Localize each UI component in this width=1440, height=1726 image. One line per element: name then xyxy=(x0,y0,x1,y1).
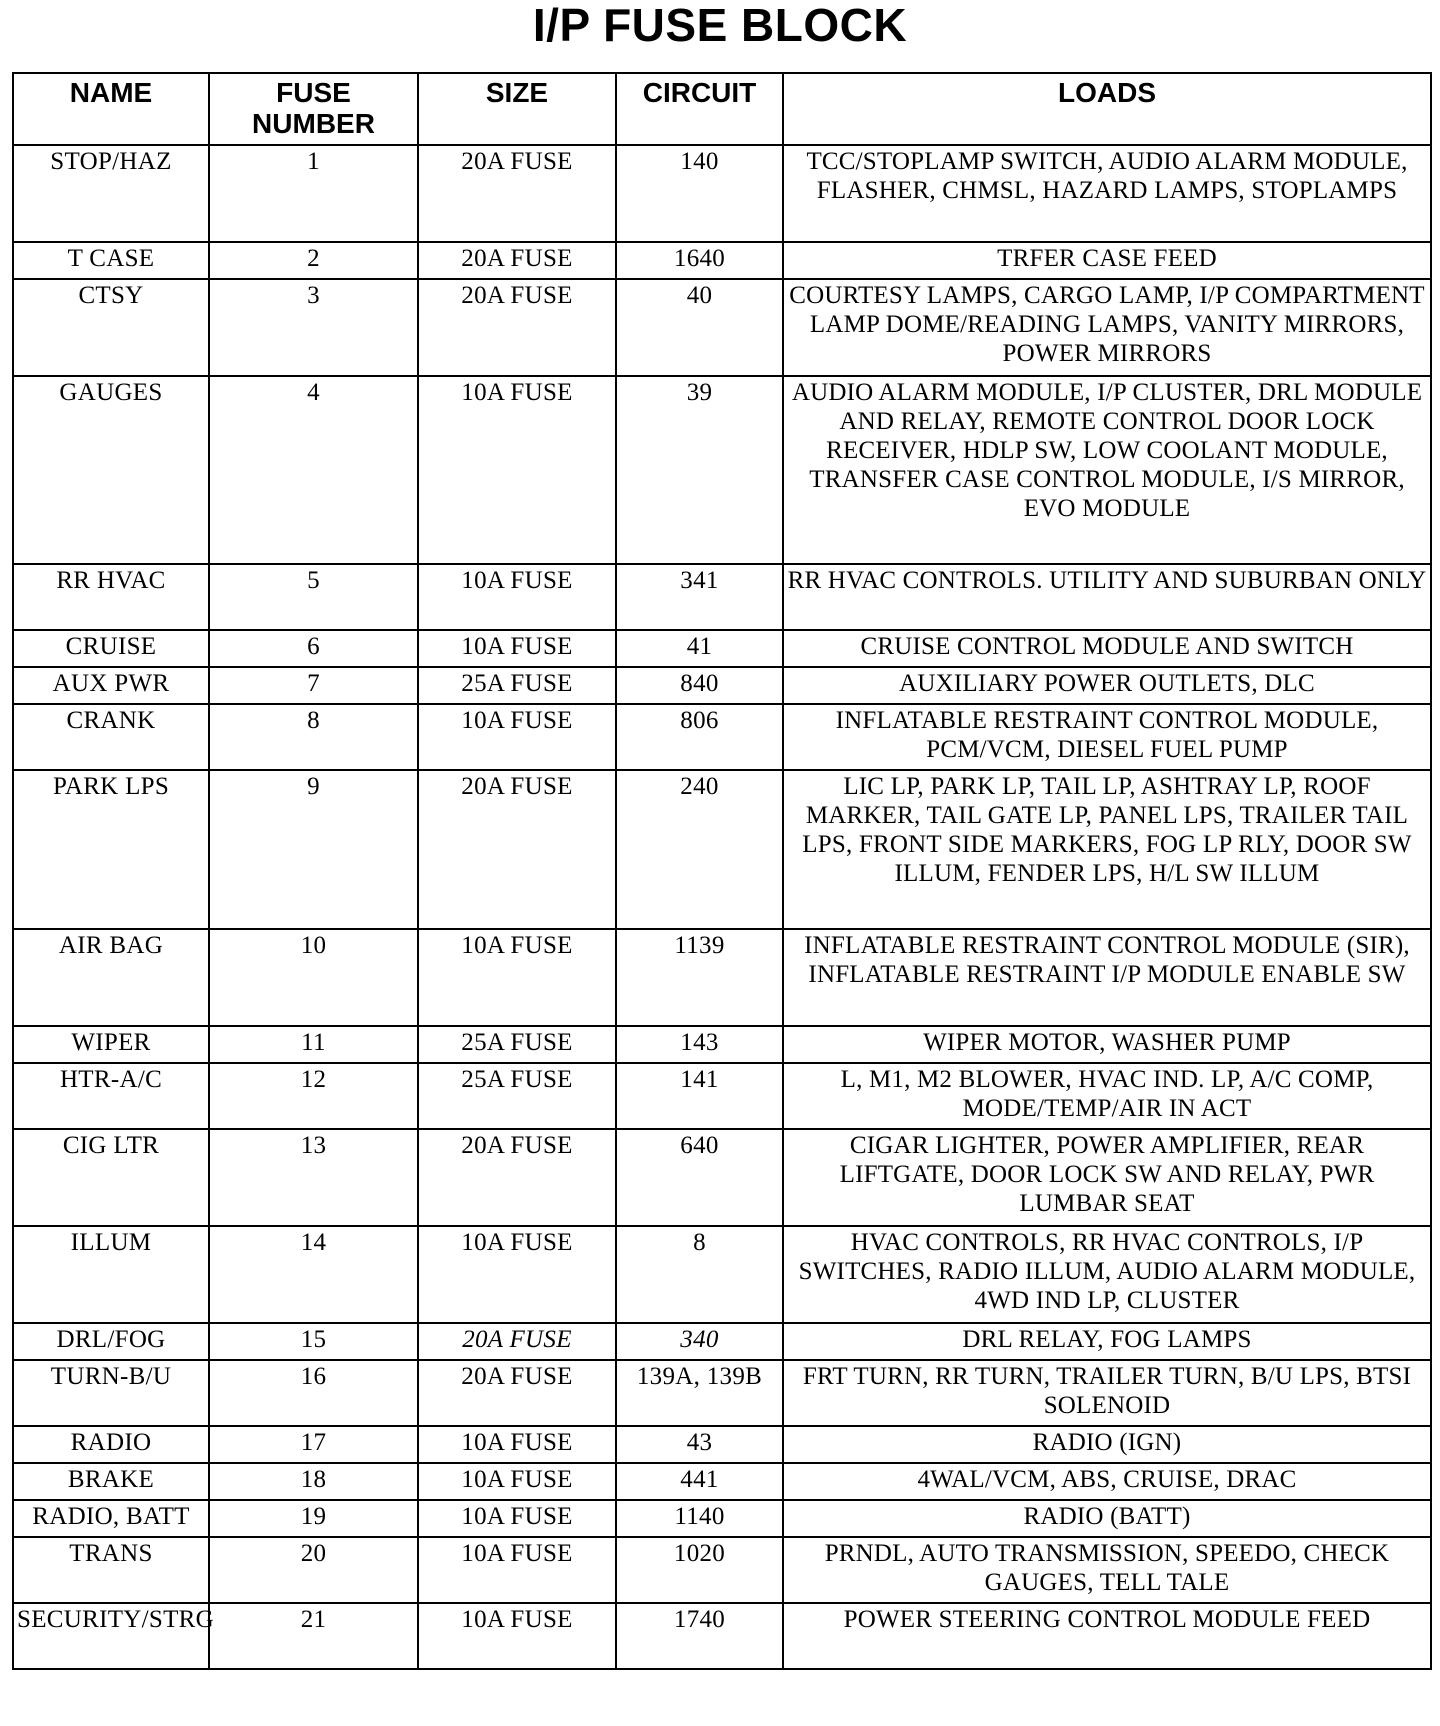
fuse-number: 20 xyxy=(209,1537,418,1603)
fuse-size: 20A FUSE xyxy=(418,770,616,929)
page-title: I/P FUSE BLOCK xyxy=(532,0,908,51)
table-row xyxy=(13,1426,1431,1463)
fuse-circuit: 143 xyxy=(616,1026,783,1063)
table-row xyxy=(13,1323,1431,1360)
fuse-size: 25A FUSE xyxy=(418,1063,616,1129)
fuse-loads: AUDIO ALARM MODULE, I/P CLUSTER, DRL MODULE AND RELAY, REMOTE CONTROL DOOR LOCK RECEIVER, HDLP SW, LOW COOLANT MODULE, TRANSFER CASE CONTROL MODULE, I/S MIRROR, EVO MODULE xyxy=(783,376,1431,564)
fuse-circuit: 1020 xyxy=(616,1537,783,1603)
fuse-size: 25A FUSE xyxy=(418,667,616,704)
fuse-size: 10A FUSE xyxy=(418,564,616,630)
fuse-loads: L, M1, M2 BLOWER, HVAC IND. LP, A/C COMP, MODE/TEMP/AIR IN ACT xyxy=(783,1063,1431,1129)
fuse-circuit: 340 xyxy=(616,1323,783,1360)
fuse-number: 7 xyxy=(209,667,418,704)
fuse-size: 20A FUSE xyxy=(418,1360,616,1426)
table-row xyxy=(13,770,1431,929)
fuse-number: 5 xyxy=(209,564,418,630)
fuse-name: SECURITY/STRG xyxy=(13,1603,209,1669)
fuse-number: 12 xyxy=(209,1063,418,1129)
fuse-loads: TCC/STOPLAMP SWITCH, AUDIO ALARM MODULE, FLASHER, CHMSL, HAZARD LAMPS, STOPLAMPS xyxy=(783,145,1431,242)
fuse-name: BRAKE xyxy=(13,1463,209,1500)
fuse-name: ILLUM xyxy=(13,1226,209,1323)
fuse-size: 10A FUSE xyxy=(418,704,616,770)
fuse-size: 10A FUSE xyxy=(418,630,616,667)
fuse-loads: AUXILIARY POWER OUTLETS, DLC xyxy=(783,667,1431,704)
fuse-circuit: 1640 xyxy=(616,242,783,279)
fuse-table xyxy=(12,72,1432,1670)
fuse-name: STOP/HAZ xyxy=(13,145,209,242)
fuse-circuit: 43 xyxy=(616,1426,783,1463)
fuse-number: 18 xyxy=(209,1463,418,1500)
fuse-circuit: 140 xyxy=(616,145,783,242)
fuse-number: 4 xyxy=(209,376,418,564)
table-row xyxy=(13,279,1431,376)
fuse-number: 16 xyxy=(209,1360,418,1426)
fuse-number: 17 xyxy=(209,1426,418,1463)
fuse-circuit: 840 xyxy=(616,667,783,704)
fuse-number: 10 xyxy=(209,929,418,1026)
fuse-name: CTSY xyxy=(13,279,209,376)
fuse-circuit: 341 xyxy=(616,564,783,630)
fuse-number: 2 xyxy=(209,242,418,279)
fuse-number: 6 xyxy=(209,630,418,667)
table-row xyxy=(13,929,1431,1026)
fuse-circuit: 640 xyxy=(616,1129,783,1226)
table-row xyxy=(13,1226,1431,1323)
fuse-loads: TRFER CASE FEED xyxy=(783,242,1431,279)
fuse-circuit: 1140 xyxy=(616,1500,783,1537)
fuse-name: CIG LTR xyxy=(13,1129,209,1226)
fuse-loads: COURTESY LAMPS, CARGO LAMP, I/P COMPARTMENT LAMP DOME/READING LAMPS, VANITY MIRRORS, POWER MIRRORS xyxy=(783,279,1431,376)
table-row xyxy=(13,1537,1431,1603)
fuse-number: 9 xyxy=(209,770,418,929)
fuse-name: T CASE xyxy=(13,242,209,279)
fuse-number: 8 xyxy=(209,704,418,770)
fuse-number: 19 xyxy=(209,1500,418,1537)
header-row xyxy=(13,73,1431,145)
fuse-circuit: 1740 xyxy=(616,1603,783,1669)
fuse-circuit: 39 xyxy=(616,376,783,564)
fuse-loads: POWER STEERING CONTROL MODULE FEED xyxy=(783,1603,1431,1669)
table-row xyxy=(13,1500,1431,1537)
fuse-number: 15 xyxy=(209,1323,418,1360)
fuse-name: CRANK xyxy=(13,704,209,770)
fuse-name: DRL/FOG xyxy=(13,1323,209,1360)
header-loads: LOADS xyxy=(783,73,1431,145)
fuse-circuit: 806 xyxy=(616,704,783,770)
fuse-circuit: 41 xyxy=(616,630,783,667)
fuse-size: 20A FUSE xyxy=(418,1323,616,1360)
table-row xyxy=(13,1129,1431,1226)
fuse-circuit: 40 xyxy=(616,279,783,376)
fuse-size: 20A FUSE xyxy=(418,145,616,242)
table-row xyxy=(13,1360,1431,1426)
fuse-name: RADIO xyxy=(13,1426,209,1463)
fuse-loads: CIGAR LIGHTER, POWER AMPLIFIER, REAR LIFTGATE, DOOR LOCK SW AND RELAY, PWR LUMBAR SEAT xyxy=(783,1129,1431,1226)
fuse-circuit: 240 xyxy=(616,770,783,929)
table-row xyxy=(13,704,1431,770)
fuse-loads: HVAC CONTROLS, RR HVAC CONTROLS, I/P SWITCHES, RADIO ILLUM, AUDIO ALARM MODULE, 4WD IND LP, CLUSTER xyxy=(783,1226,1431,1323)
fuse-loads: RR HVAC CONTROLS. UTILITY AND SUBURBAN ONLY xyxy=(783,564,1431,630)
fuse-loads: WIPER MOTOR, WASHER PUMP xyxy=(783,1026,1431,1063)
fuse-size: 20A FUSE xyxy=(418,279,616,376)
fuse-size: 10A FUSE xyxy=(418,376,616,564)
fuse-size: 10A FUSE xyxy=(418,1603,616,1669)
fuse-number: 3 xyxy=(209,279,418,376)
fuse-loads: FRT TURN, RR TURN, TRAILER TURN, B/U LPS, BTSI SOLENOID xyxy=(783,1360,1431,1426)
table-row xyxy=(13,242,1431,279)
table-row xyxy=(13,1063,1431,1129)
fuse-circuit: 441 xyxy=(616,1463,783,1500)
table-row xyxy=(13,145,1431,242)
fuse-name: WIPER xyxy=(13,1026,209,1063)
table-row xyxy=(13,1026,1431,1063)
fuse-loads: DRL RELAY, FOG LAMPS xyxy=(783,1323,1431,1360)
fuse-size: 10A FUSE xyxy=(418,1500,616,1537)
fuse-size: 25A FUSE xyxy=(418,1026,616,1063)
fuse-loads: INFLATABLE RESTRAINT CONTROL MODULE (SIR), INFLATABLE RESTRAINT I/P MODULE ENABLE SW xyxy=(783,929,1431,1026)
fuse-name: PARK LPS xyxy=(13,770,209,929)
fuse-name: HTR-A/C xyxy=(13,1063,209,1129)
fuse-loads: LIC LP, PARK LP, TAIL LP, ASHTRAY LP, ROOF MARKER, TAIL GATE LP, PANEL LPS, TRAILER TAIL LPS, FRONT SIDE MARKERS, FOG LP RLY, DOOR SW ILLUM, FENDER LPS, H/L SW ILLUM xyxy=(783,770,1431,929)
fuse-loads: INFLATABLE RESTRAINT CONTROL MODULE, PCM/VCM, DIESEL FUEL PUMP xyxy=(783,704,1431,770)
fuse-name: RR HVAC xyxy=(13,564,209,630)
fuse-circuit: 141 xyxy=(616,1063,783,1129)
fuse-number: 11 xyxy=(209,1026,418,1063)
fuse-loads: RADIO (IGN) xyxy=(783,1426,1431,1463)
fuse-size: 10A FUSE xyxy=(418,929,616,1026)
fuse-loads: PRNDL, AUTO TRANSMISSION, SPEEDO, CHECK GAUGES, TELL TALE xyxy=(783,1537,1431,1603)
fuse-name: GAUGES xyxy=(13,376,209,564)
fuse-size: 20A FUSE xyxy=(418,242,616,279)
fuse-number: 13 xyxy=(209,1129,418,1226)
fuse-name: TRANS xyxy=(13,1537,209,1603)
table-row xyxy=(13,1463,1431,1500)
fuse-name: CRUISE xyxy=(13,630,209,667)
fuse-circuit: 139A, 139B xyxy=(616,1360,783,1426)
fuse-size: 10A FUSE xyxy=(418,1463,616,1500)
header-fuse-number: FUSE NUMBER xyxy=(209,73,418,145)
table-row xyxy=(13,667,1431,704)
fuse-number: 21 xyxy=(209,1603,418,1669)
fuse-circuit: 8 xyxy=(616,1226,783,1323)
table-row xyxy=(13,564,1431,630)
fuse-loads: CRUISE CONTROL MODULE AND SWITCH xyxy=(783,630,1431,667)
fuse-size: 20A FUSE xyxy=(418,1129,616,1226)
fuse-circuit: 1139 xyxy=(616,929,783,1026)
fuse-size: 10A FUSE xyxy=(418,1226,616,1323)
header-size: SIZE xyxy=(418,73,616,145)
fuse-size: 10A FUSE xyxy=(418,1537,616,1603)
fuse-name: TURN-B/U xyxy=(13,1360,209,1426)
table-row xyxy=(13,1603,1431,1669)
fuse-number: 1 xyxy=(209,145,418,242)
fuse-name: RADIO, BATT xyxy=(13,1500,209,1537)
table-row xyxy=(13,630,1431,667)
fuse-name: AUX PWR xyxy=(13,667,209,704)
table-row xyxy=(13,376,1431,564)
header-name: NAME xyxy=(13,73,209,145)
fuse-size: 10A FUSE xyxy=(418,1426,616,1463)
fuse-loads: 4WAL/VCM, ABS, CRUISE, DRAC xyxy=(783,1463,1431,1500)
fuse-name: AIR BAG xyxy=(13,929,209,1026)
fuse-loads: RADIO (BATT) xyxy=(783,1500,1431,1537)
header-circuit: CIRCUIT xyxy=(616,73,783,145)
fuse-number: 14 xyxy=(209,1226,418,1323)
